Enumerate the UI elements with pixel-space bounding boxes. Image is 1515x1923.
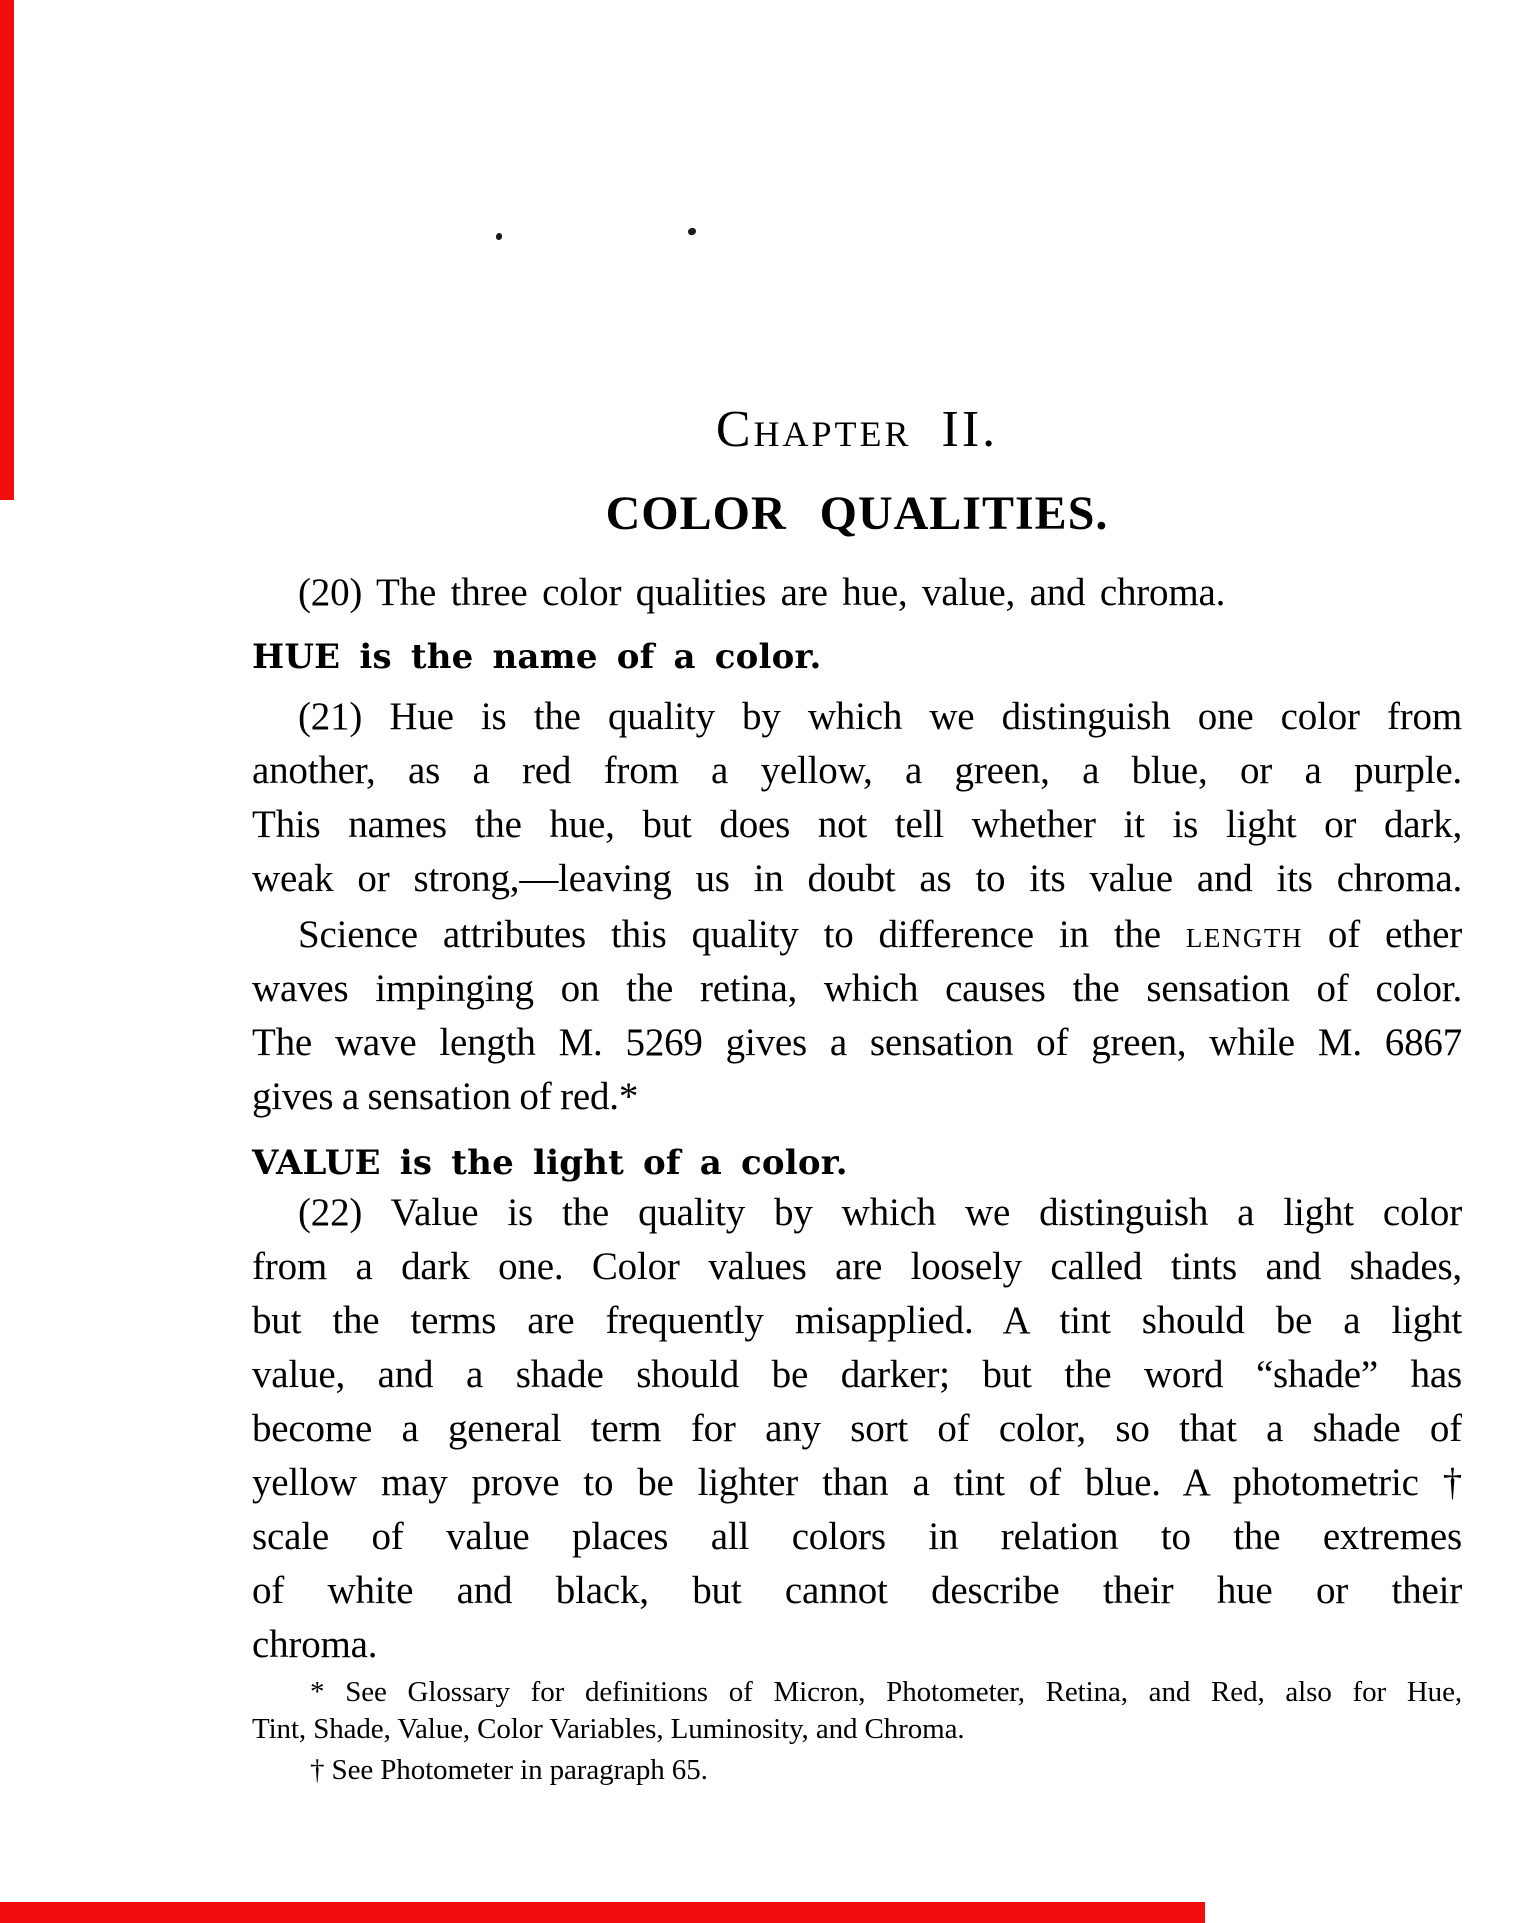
paragraph-20 (252, 566, 1462, 620)
text-line: * See Glossary for definitions of Micron, Photometer, Retina, and Red, also for Hue, (310, 1676, 1462, 1708)
footnote-glossary (252, 1674, 1462, 1748)
lead-in-hue: HUE is the name of a color. (252, 637, 822, 677)
text-line: from a dark one. Color values are loosely called tints and shades, (252, 1245, 1462, 1288)
text-run: Science attributes this quality to difference in the (298, 913, 1186, 956)
scan-red-edge-bottom (0, 1902, 1205, 1923)
scan-red-edge-left (0, 0, 14, 500)
paragraph-22 (252, 1186, 1462, 1672)
text-line: This names the hue, but does not tell whether it is light or dark, (252, 803, 1462, 846)
chapter-heading: Chapter II. (715, 401, 999, 458)
lead-in-value: VALUE is the light of a color. (252, 1143, 848, 1183)
page-title: COLOR QUALITIES. (605, 487, 1109, 540)
text-line: (22) Value is the quality by which we distinguish a light color (298, 1191, 1462, 1234)
text-line: † See Photometer in paragraph 65. (310, 1754, 708, 1786)
text-line: yellow may prove to be lighter than a tint of blue. A photometric † (252, 1461, 1462, 1504)
text-line: Tint, Shade, Value, Color Variables, Luminosity, and Chroma. (252, 1713, 965, 1745)
paragraph-science (252, 908, 1462, 1124)
text-line: chroma. (252, 1623, 378, 1666)
text-line: The wave length M. 5269 gives a sensation of green, while M. 6867 (252, 1021, 1462, 1064)
text-line: (20) The three color qualities are hue, value, and chroma. (298, 571, 1226, 614)
text-line: weak or strong,—leaving us in doubt as to its value and its chroma. (252, 857, 1462, 900)
text-line: (21) Hue is the quality by which we distinguish one color from (298, 695, 1462, 738)
text-line: waves impinging on the retina, which causes the sensation of color. (252, 967, 1462, 1010)
text-line: gives a sensation of red.* (252, 1075, 639, 1118)
text-line: become a general term for any sort of color, so that a shade of (252, 1407, 1462, 1450)
text-line: value, and a shade should be darker; but the word “shade” has (252, 1353, 1462, 1396)
text-line: another, as a red from a yellow, a green, a blue, or a purple. (252, 749, 1462, 792)
smallcaps-word: length (1185, 913, 1303, 956)
paragraph-21 (252, 690, 1462, 906)
scan-speck (495, 232, 503, 240)
text-line (252, 908, 1462, 962)
text-line: but the terms are frequently misapplied. A tint should be a light (252, 1299, 1462, 1342)
text-run: of ether (1302, 913, 1462, 956)
text-line: scale of value places all colors in relation to the extremes (252, 1515, 1462, 1558)
footnote-photometer (252, 1752, 1462, 1789)
text-line: of white and black, but cannot describe their hue or their (252, 1569, 1462, 1612)
scan-speck (687, 227, 697, 236)
